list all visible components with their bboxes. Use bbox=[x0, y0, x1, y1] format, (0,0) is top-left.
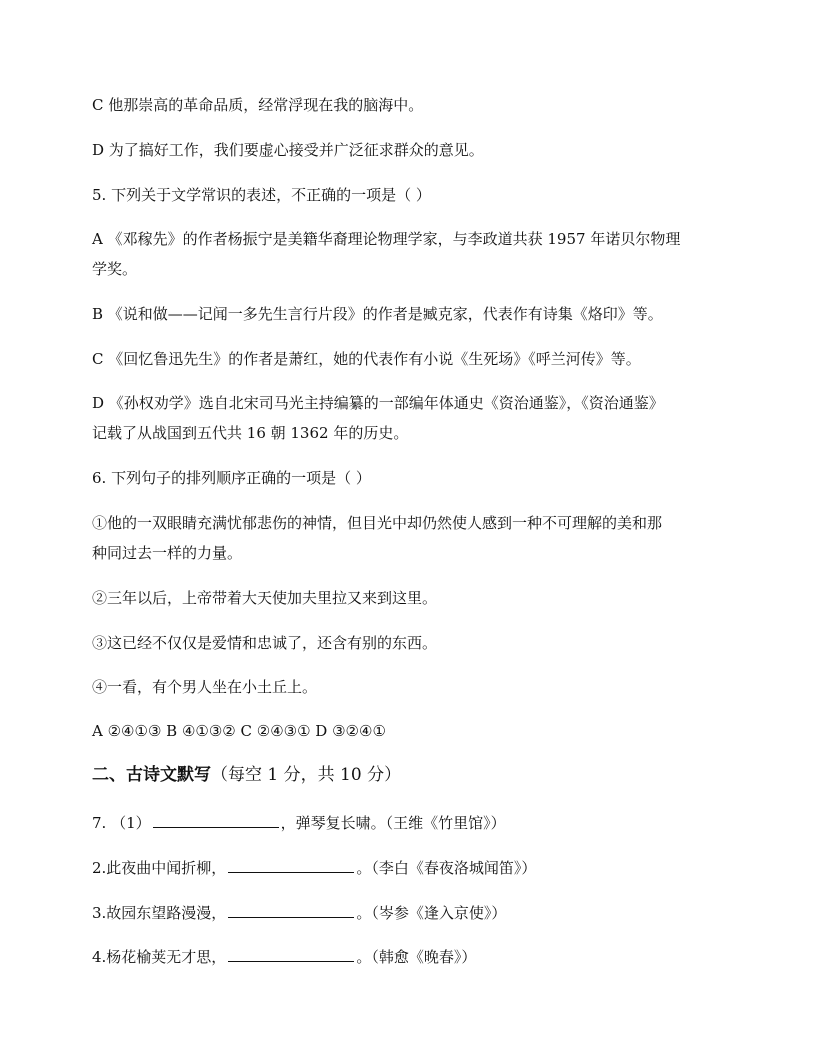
q6-options: A ②④①③ B ④①③② C ②④③① D ③②④① bbox=[92, 722, 386, 740]
q5-stem: 5. 下列关于文学常识的表述，不正确的一项是（ ） bbox=[92, 186, 431, 204]
q7-3-answer-blank[interactable] bbox=[228, 901, 354, 918]
q6-sentence-3: ③这已经不仅仅是爱情和忠诚了，还含有别的东西。 bbox=[92, 634, 438, 652]
q4-option-c: C 他那崇高的革命品质，经常浮现在我的脑海中。 bbox=[92, 96, 424, 114]
q5-option-b: B 《说和做——记闻一多先生言行片段》的作者是臧克家，代表作有诗集《烙印》等。 bbox=[92, 305, 663, 323]
q5-option-a-line1: A 《邓稼先》的作者杨振宁是美籍华裔理论物理学家，与李政道共获 1957 年诺贝尔物理 bbox=[92, 230, 681, 248]
q6-stem: 6. 下列句子的排列顺序正确的一项是（ ） bbox=[92, 469, 371, 487]
q7-item-2 bbox=[92, 853, 732, 883]
q7-3-prefix: 3.故园东望路漫漫， bbox=[92, 904, 227, 922]
q4-option-d: D 为了搞好工作，我们要虚心接受并广泛征求群众的意见。 bbox=[92, 141, 484, 159]
q7-2-suffix: 。（李白《春夜洛城闻笛》） bbox=[356, 859, 537, 877]
q6-sentence-4: ④一看，有个男人坐在小土丘上。 bbox=[92, 678, 318, 696]
q7-3-suffix: 。（岑参《逢入京使》） bbox=[356, 904, 507, 922]
q7-2-answer-blank[interactable] bbox=[228, 856, 354, 873]
section2-heading bbox=[92, 760, 732, 790]
q7-4-answer-blank[interactable] bbox=[228, 945, 354, 962]
q7-1-prefix: 7. （1） bbox=[92, 814, 151, 832]
section2-note: （每空 1 分，共 10 分） bbox=[211, 765, 402, 785]
q7-1-suffix: ，弹琴复长啸。（王维《竹里馆》） bbox=[280, 814, 506, 832]
q7-4-prefix: 4.杨花榆荚无才思， bbox=[92, 948, 227, 966]
q6-sentence-1-line2: 种同过去一样的力量。 bbox=[92, 544, 243, 562]
q5-option-c: C 《回忆鲁迅先生》的作者是萧红，她的代表作有小说《生死场》《呼兰河传》等。 bbox=[92, 350, 641, 368]
q5-option-d-line2: 记载了从战国到五代共 16 朝 1362 年的历史。 bbox=[92, 424, 409, 442]
section2-title: 二、古诗文默写 bbox=[92, 765, 211, 785]
q6-sentence-1-line1: ①他的一双眼睛充满忧郁悲伤的神情，但目光中却仍然使人感到一种不可理解的美和那 bbox=[92, 514, 663, 532]
q5-option-d-line1: D 《孙权劝学》选自北宋司马光主持编纂的一部编年体通史《资治通鉴》，《资治通鉴》 bbox=[92, 394, 664, 412]
q7-item-4 bbox=[92, 942, 732, 972]
q7-item-1 bbox=[92, 808, 732, 838]
q5-option-a-line2: 学奖。 bbox=[92, 260, 138, 278]
q7-2-prefix: 2.此夜曲中闻折柳， bbox=[92, 859, 227, 877]
q7-4-suffix: 。（韩愈《晚春》） bbox=[356, 948, 477, 966]
q7-1-answer-blank[interactable] bbox=[153, 811, 279, 828]
q7-item-3 bbox=[92, 898, 732, 928]
q6-sentence-2: ②三年以后，上帝带着大天使加夫里拉又来到这里。 bbox=[92, 589, 438, 607]
